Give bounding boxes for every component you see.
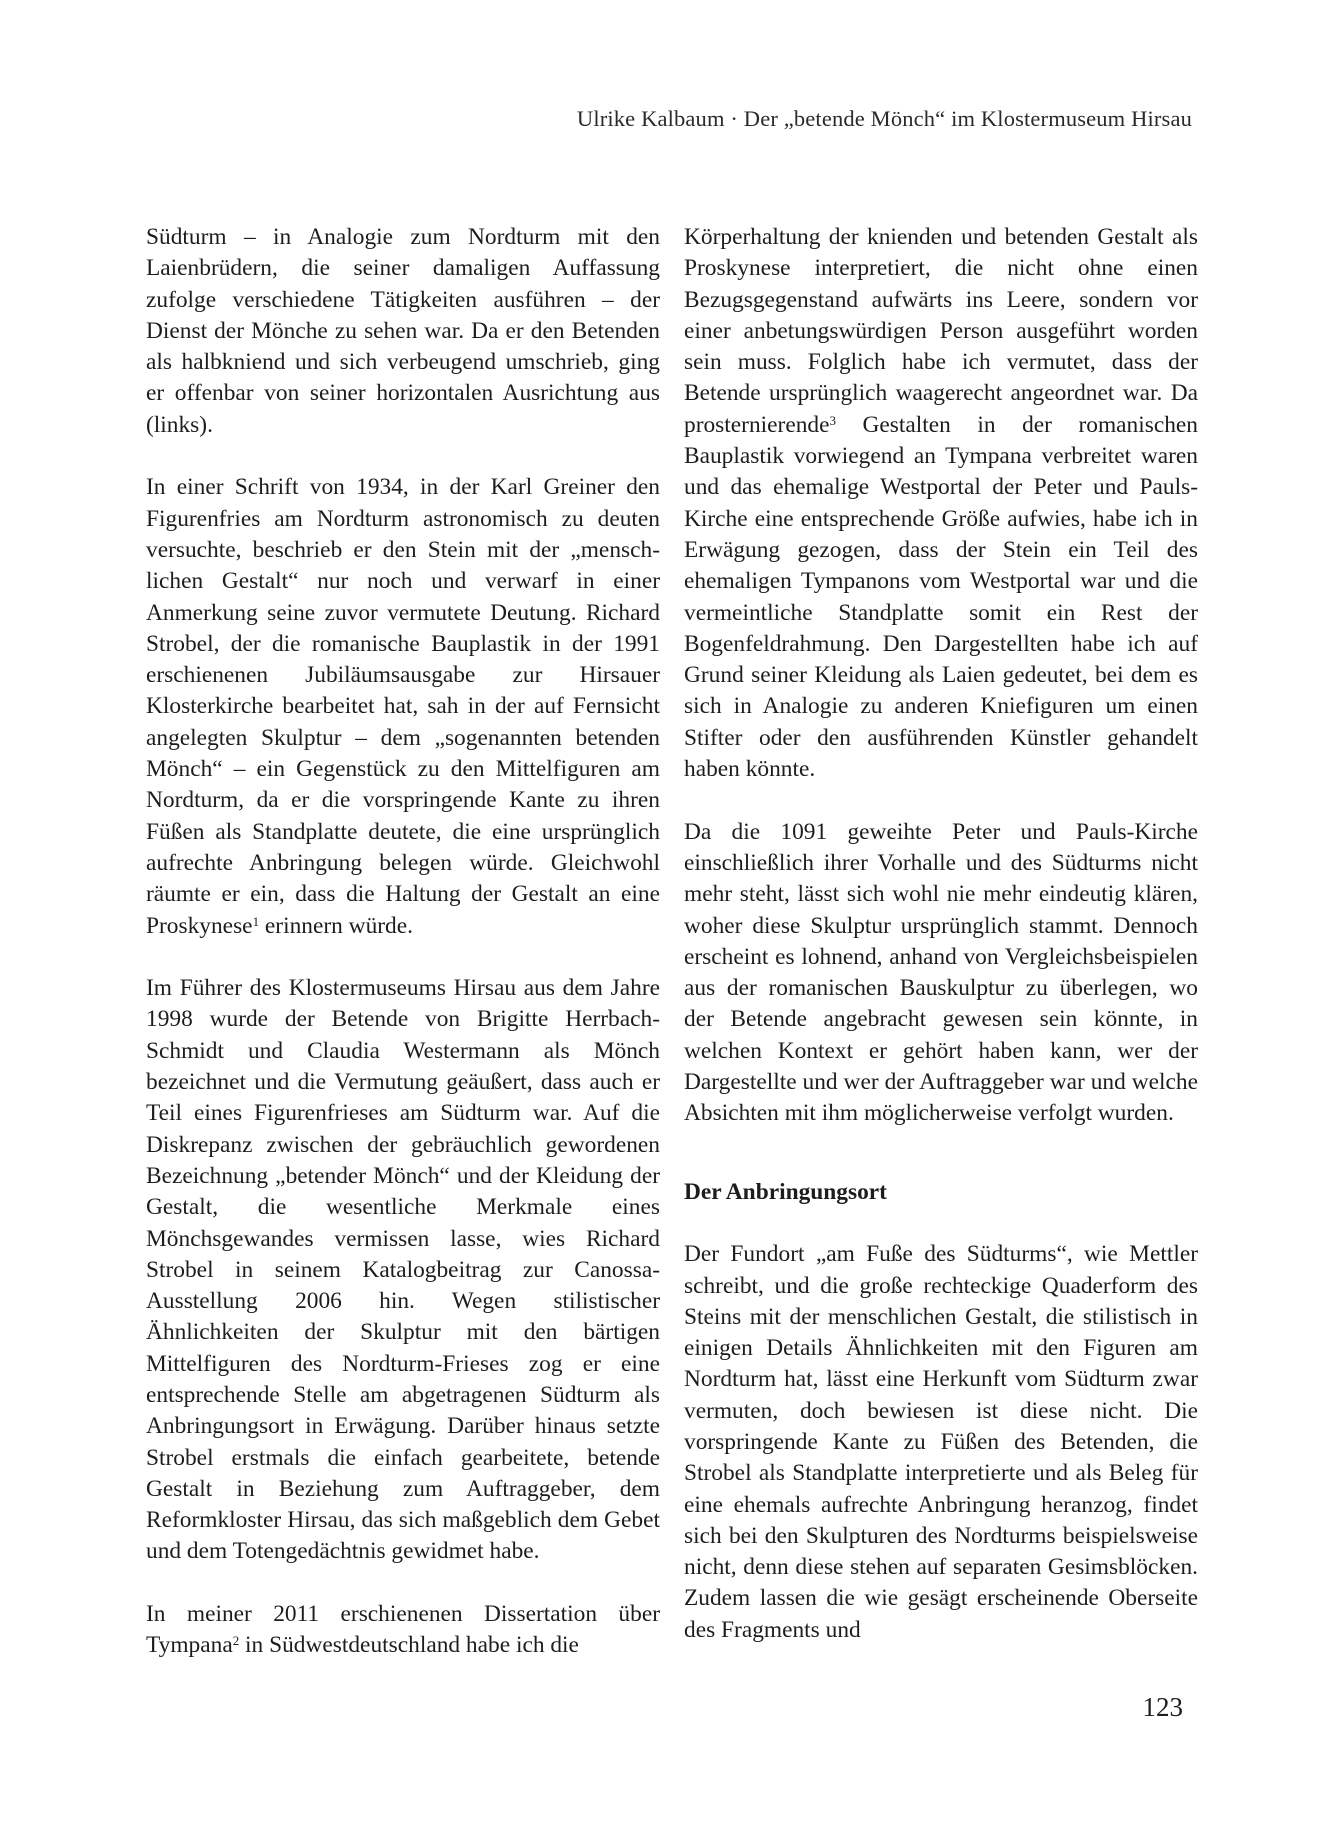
paragraph-text: In meiner 2011 erschienenen Dissertation über Tympana (146, 1601, 660, 1659)
paragraph-text: In einer Schrift von 1934, in der Karl Greiner den Figurenfries am Nordturm astronomisch zu deuten versuchte, beschrieb er den Stein mit der „menschlichen Gestalt“ nur noch und verwarf in einer Anmerkung seine zuvor vermutete Deutung. Richard Strobel, der die romanische Bauplastik in der 1991 erschienenen Jubiläumsausgabe zur Hirsauer Klosterkirche bearbeitet hat, sah in der auf Fernsicht angelegten Skulptur – dem „sogenannten betenden Mönch“ – ein Gegenstück zu den Mittelfiguren am Nordturm, da er die vorspringende Kante zu ihren Füßen als Standplatte deutete, die eine ursprünglich aufrechte Anbringung belegen würde. Gleichwohl räumte er ein, dass die Haltung der Gestalt an eine Proskynese (146, 474, 660, 939)
footnote-ref-3[interactable]: 3 (829, 412, 836, 428)
paragraph: Der Fundort „am Fuße des Südturms“, wie Mettler schreibt, und die große rechteckige Quaderform des Steins mit der menschlichen Gestalt, die stilistisch in einigen Details Ähnlichkeiten mit den Figuren am Nordturm hat, lässt eine Herkunft vom Südturm zwar vermuten, doch bewiesen ist diese nicht. Die vorspringende Kante zu Füßen des Betenden, die Strobel als Standplatte interpretierte und als Beleg für eine ehemals aufrechte Anbringung heranzog, findet sich bei den Skulpturen des Nordturms beispielsweise nicht, denn diese stehen auf separaten Gesimsblöcken. Zudem lassen die wie gesägt erscheinende Oberseite des Fragments und (684, 1241, 1198, 1643)
paragraph: Südturm – in Analogie zum Nordturm mit den Laienbrüdern, die seiner damaligen Auffassung zufolge verschiedene Tätigkeiten ausführen – der Dienst der Mönche zu sehen war. Da er den Betenden als halbkniend und sich verbeugend umschrieb, ging er offenbar von seiner horizontalen Ausrichtung aus (links). (146, 224, 660, 438)
left-column (146, 222, 660, 1662)
paragraph-text: erinnern würde. (259, 912, 413, 939)
footnote-ref-1[interactable]: 1 (252, 913, 260, 929)
paragraph-gap (146, 441, 660, 472)
page-number: 123 (1142, 1692, 1183, 1722)
paragraph-gap (146, 942, 660, 973)
paragraph: Im Führer des Klostermuseums Hirsau aus dem Jahre 1998 wurde der Betende von Brigitte Herrbach-Schmidt und Claudia Westermann als Mönch bezeichnet und die Vermutung geäußert, dass auch er Teil eines Figurenfrieses am Südturm war. Auf die Diskrepanz zwischen der gebräuchlich gewordenen Bezeichnung „betender Mönch“ und der Kleidung der Gestalt, die wesentliche Merkmale eines Mönchsgewandes vermissen lasse, wies Richard Strobel in seinem Katalogbeitrag zur Canossa-Ausstellung 2006 hin. Wegen stilistischer Ähnlichkeiten der Skulptur mit den bärtigen Mittelfiguren des Nordturm-Frieses zog er eine entsprechende Stelle am abgetragenen Südturm als Anbringungsort in Erwägung. Darüber hinaus setzte Strobel erstmals die einfach gearbeitete, betende Gestalt in Beziehung zum Auftraggeber, dem Reformkloster Hirsau, das sich maßgeblich dem Gebet und dem Totengedächtnis gewidmet habe. (146, 975, 660, 1565)
paragraph-text: Körperhaltung der knienden und betenden Gestalt als Proskynese interpretiert, die nicht ohne einen Bezugsgegenstand aufwärts ins Leere, sondern vor einer anbetungswürdigen Person ausgeführt worden sein muss. Folglich habe ich vermutet, dass der Betende ursprünglich waagerecht angeordnet war. Da prosternierende (684, 224, 1198, 438)
paragraph (146, 472, 660, 941)
paragraph-gap (684, 785, 1198, 816)
section-gap (684, 1130, 1198, 1177)
paragraph (684, 222, 1198, 785)
paragraph-gap (146, 1568, 660, 1599)
paragraph-text: in Südwestdeutschland habe ich die (239, 1632, 579, 1659)
running-head: Ulrike Kalbaum · Der „betende Mönch“ im Klostermuseum Hirsau (576, 106, 1192, 131)
paragraph-text: Gestalten in der romanischen Bauplastik vorwiegend an Tympana verbreitet waren und das ehemalige Westportal der Peter und Pauls-Kirche eine entsprechende Größe aufwies, habe ich in Erwägung gezogen, dass der Stein ein Teil des ehemaligen Tympanons vom Westportal war und die vermeintliche Standplatte somit ein Rest der Bogenfeldrahmung. Den Dargestellten habe ich auf Grund seiner Kleidung als Laien gedeutet, bei dem es sich in Analogie zu anderen Kniefiguren um einen Stifter oder den ausführenden Künstler gehandelt haben könnte. (684, 411, 1198, 783)
section-heading: Der Anbringungsort (684, 1178, 887, 1205)
right-column (684, 222, 1198, 1646)
paragraph-gap (684, 1208, 1198, 1239)
paragraph (146, 1599, 660, 1662)
paragraph: Da die 1091 geweihte Peter und Pauls-Kirche einschließlich ihrer Vorhalle und des Südturms nicht mehr steht, lässt sich wohl nie mehr eindeutig klären, woher diese Skulptur ursprünglich stammt. Dennoch erscheint es lohnend, anhand von Vergleichsbeispielen aus der romanischen Bauskulptur zu überlegen, wo der Betende angebracht gewesen sein könnte, in welchen Kontext er gehört haben kann, wer der Dargestellte und wer der Auftraggeber war und welche Absichten mit ihm möglicherweise verfolgt wurden. (684, 818, 1198, 1127)
footnote-ref-2[interactable]: 2 (232, 1633, 240, 1649)
